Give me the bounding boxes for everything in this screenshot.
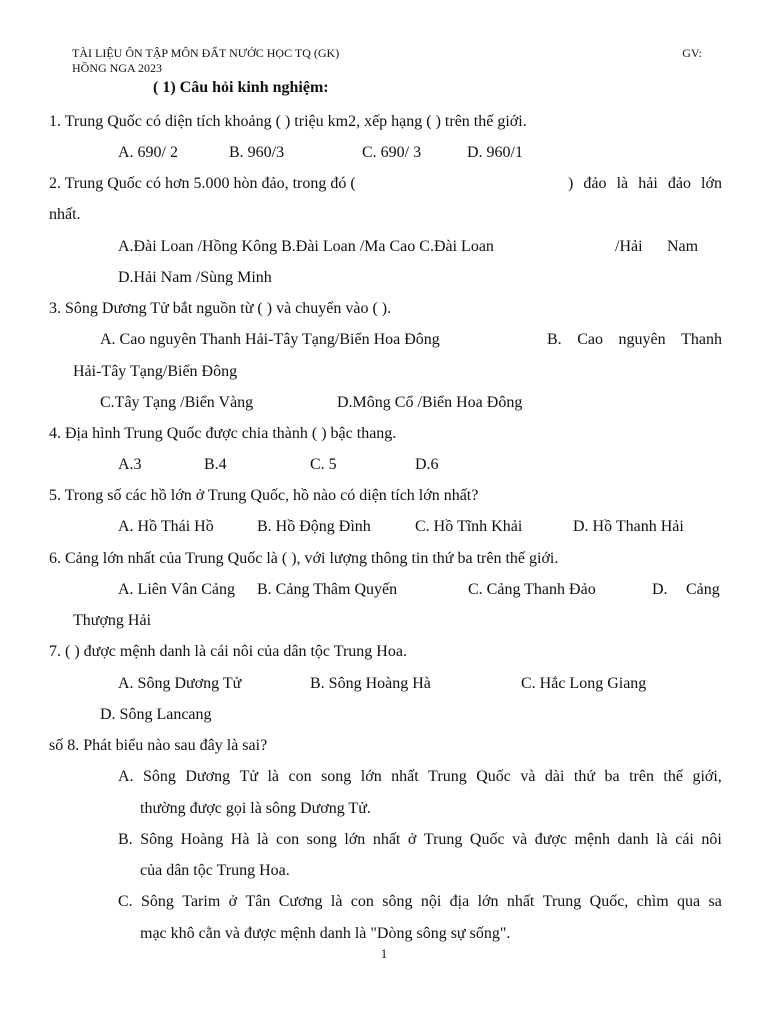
q8-option-a <box>118 768 722 786</box>
header-title-line1: TÀI LIỆU ÔN TẬP MÔN ĐẤT NƯỚC HỌC TQ (GK) <box>72 46 340 60</box>
q3-word: Cao <box>577 331 603 348</box>
q2-word: hải <box>638 175 658 192</box>
q8-word: Sông <box>140 831 174 848</box>
q5-option-c: C. Hồ Tĩnh Khải <box>415 518 523 535</box>
q8-word: và <box>512 831 528 848</box>
q6-option-a: A. Liên Vân Cảng <box>118 581 236 598</box>
q8-word: là <box>267 768 280 785</box>
q8-word: là <box>256 831 269 848</box>
q5-option-b: B. Hồ Động Đình <box>257 518 371 535</box>
q6-option-c: C. Cảng Thanh Đảo <box>468 581 596 598</box>
header-title-line2: HỒNG NGA 2023 <box>72 61 162 75</box>
q8-word: ở <box>407 831 417 848</box>
q2-options-abc: A.Đài Loan /Hồng Kông B.Đài Loan /Ma Cao C.Đài Loan <box>118 238 494 255</box>
q3-option-a: A. Cao nguyên Thanh Hải-Tây Tạng/Biển Hoa Đông <box>100 331 440 348</box>
q8-option-b <box>118 831 722 849</box>
q8-word: Hoàng <box>180 831 224 848</box>
q8-word: con <box>350 893 374 910</box>
question-2: 2. Trung Quốc có hơn 5.000 hòn đảo, trong đó ( <box>49 175 356 192</box>
q4-option-b: B.4 <box>204 456 227 473</box>
q8-word: Sông <box>143 768 176 785</box>
document-header <box>72 46 712 76</box>
q8-word: ba <box>604 768 620 785</box>
q8-word: Trung <box>428 768 467 785</box>
q8-option-b-continued: của dân tộc Trung Hoa. <box>140 862 290 879</box>
q2-option-c-tail: Nam <box>667 238 699 255</box>
page-number: 1 <box>380 946 388 961</box>
q2-word: đảo <box>583 175 607 192</box>
q2-word: lớn <box>701 175 722 192</box>
q8-word: Dương <box>185 768 231 785</box>
q6-option-d-continued: Thượng Hải <box>73 612 152 629</box>
q8-word: cái <box>675 831 694 848</box>
q2-word: đảo <box>667 175 691 192</box>
q2-word: là <box>616 175 629 192</box>
question-5: 5. Trong số các hồ lớn ở Trung Quốc, hồ nào có diện tích lớn nhất? <box>49 487 479 504</box>
q8-word: địa <box>449 893 470 910</box>
q8-word: mệnh <box>574 831 611 848</box>
q8-word: Quốc, <box>589 893 629 910</box>
q8-word: trên <box>629 768 654 785</box>
q8-word: Tử <box>239 768 259 785</box>
q8-word: giới, <box>692 768 722 785</box>
q8-word: nhất <box>391 768 419 785</box>
q8-word: chìm <box>636 893 669 910</box>
q4-option-d: D.6 <box>415 456 439 473</box>
q3-word: Thanh <box>681 331 722 348</box>
q7-option-c: C. Hắc Long Giang <box>521 675 647 692</box>
section-title: ( 1) Câu hỏi kinh nghiệm: <box>153 79 329 96</box>
q8-word: Quốc <box>476 768 511 785</box>
q3-option-b-continued: Hải-Tây Tạng/Biển Đông <box>73 363 238 380</box>
q5-option-d: D. Hồ Thanh Hải <box>573 518 684 535</box>
q8-word: con <box>288 768 312 785</box>
q8-word: thế <box>663 768 683 785</box>
q3-option-c: C.Tây Tạng /Biển Vàng <box>100 394 254 411</box>
q8-word: Sông <box>141 893 174 910</box>
q6-option-b: B. Cảng Thâm Quyến <box>257 581 398 598</box>
header-gv: GV: <box>682 46 702 60</box>
q8-word: Trung <box>423 831 463 848</box>
q2-option-d: D.Hải Nam /Sùng Minh <box>118 269 272 286</box>
q8-word: Hà <box>230 831 250 848</box>
q1-option-c: C. 690/ 3 <box>362 144 422 161</box>
q8-word: song <box>321 768 352 785</box>
q3-word: B. <box>547 331 562 348</box>
question-2-tail <box>568 175 722 193</box>
question-8: số 8. Phát biểu nào sau đây là sai? <box>49 737 268 754</box>
q8-word: sa <box>708 893 722 910</box>
q1-option-b: B. 960/3 <box>229 144 285 161</box>
q2-option-c-tail: /Hải <box>615 238 643 255</box>
q8-word: ở <box>228 893 238 910</box>
q8-word: danh <box>617 831 649 848</box>
q8-word: lớn <box>344 831 366 848</box>
q8-word: và <box>520 768 536 785</box>
q8-word: Cương <box>278 893 323 910</box>
q4-option-a: A.3 <box>118 456 142 473</box>
q1-option-a: A. 690/ 2 <box>118 144 178 161</box>
q8-word: là <box>330 893 343 910</box>
q8-word: B. <box>118 831 133 848</box>
q1-option-d: D. 960/1 <box>467 144 523 161</box>
q8-word: nhất <box>506 893 535 910</box>
q8-option-a-continued: thường được gọi là sông Dương Tử. <box>140 800 371 817</box>
q8-word: nôi <box>701 831 722 848</box>
q8-word: Quốc <box>469 831 505 848</box>
q8-word: là <box>656 831 668 848</box>
q4-option-c: C. 5 <box>310 456 337 473</box>
q8-option-c-continued: mạc khô cằn và được mệnh danh là "Dòng sông sự sống". <box>140 925 511 942</box>
q3-word: nguyên <box>618 331 666 348</box>
q8-word: được <box>534 831 567 848</box>
q8-word: dài <box>544 768 565 785</box>
q8-word: C. <box>118 893 133 910</box>
question-6: 6. Cảng lớn nhất của Trung Quốc là ( ), với lượng thông tin thứ ba trên thế giới. <box>49 550 559 567</box>
q8-word: thứ <box>573 768 596 785</box>
q6-option-d: D. <box>652 581 668 598</box>
q5-option-a: A. Hồ Thái Hồ <box>118 518 214 535</box>
q7-option-d: D. Sông Lancang <box>100 706 212 723</box>
q8-word: sông <box>382 893 413 910</box>
q8-word: lớn <box>360 768 382 785</box>
q7-option-b: B. Sông Hoàng Hà <box>310 675 431 692</box>
question-4: 4. Địa hình Trung Quốc được chia thành ( ) bậc thang. <box>49 425 397 442</box>
question-2-continued: nhất. <box>49 206 81 223</box>
question-1: 1. Trung Quốc có diện tích khoảng ( ) triệu km2, xếp hạng ( ) trên thế giới. <box>49 113 527 130</box>
question-7: 7. ( ) được mệnh danh là cái nôi của dân tộc Trung Hoa. <box>49 643 407 660</box>
q8-word: Trung <box>542 893 582 910</box>
q8-word: Tân <box>245 893 271 910</box>
q8-word: con <box>276 831 300 848</box>
q2-word: ) <box>568 175 574 192</box>
q8-word: nội <box>420 893 442 910</box>
q8-word: qua <box>677 893 701 910</box>
q3-option-d: D.Mông Cổ /Biển Hoa Đông <box>337 394 523 411</box>
q8-word: nhất <box>372 831 401 848</box>
q8-word: A. <box>118 768 134 785</box>
q3-option-b <box>547 331 722 349</box>
q8-word: Tarim <box>182 893 221 910</box>
q7-option-a: A. Sông Dương Tử <box>118 675 242 692</box>
q8-word: lớn <box>477 893 499 910</box>
q6-option-d-text: Cảng <box>686 581 720 598</box>
question-3: 3. Sông Dương Tử bắt nguồn từ ( ) và chuyển vào ( ). <box>49 300 392 317</box>
q8-option-c <box>118 893 722 911</box>
q8-word: song <box>306 831 337 848</box>
